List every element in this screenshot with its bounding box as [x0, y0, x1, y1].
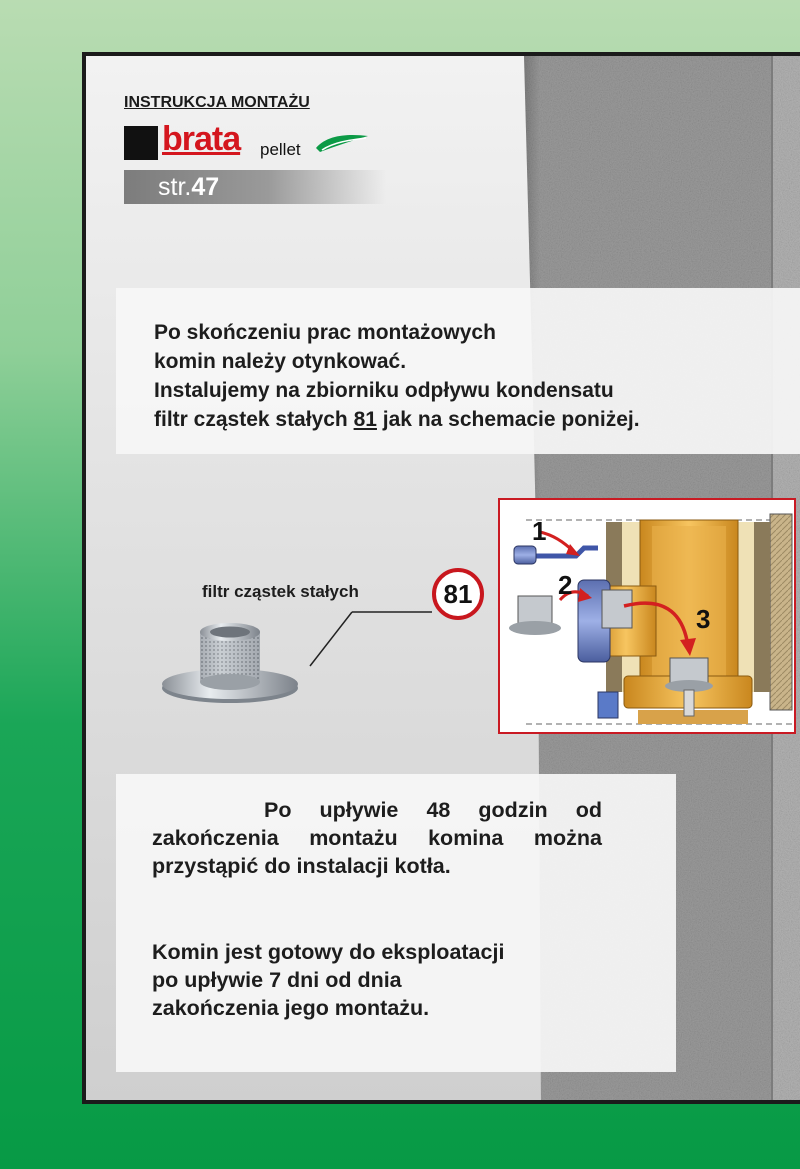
intro-line-4-start: filtr cząstek stałych	[154, 408, 354, 431]
intro-text	[154, 318, 794, 434]
intro-line-1: Po skończeniu prac montażowych	[154, 321, 496, 344]
intro-panel	[116, 288, 800, 454]
diagram-step-3: 3	[696, 604, 711, 634]
logo-block	[124, 126, 158, 160]
installation-diagram	[498, 498, 796, 734]
notes-line-3: zakończenia jego montażu.	[152, 996, 430, 1020]
instruction-page	[82, 52, 800, 1104]
intro-line-2: komin należy otynkować.	[154, 350, 407, 373]
page-number	[158, 173, 219, 202]
particle-filter-icon	[160, 596, 450, 706]
page-number-bar	[124, 170, 386, 204]
notes-paragraph-1: Po upływie 48 godzin od zakończenia montażu komina można przystąpić do instalacji kotła.	[152, 798, 602, 878]
notes-paragraph-2	[152, 938, 632, 1022]
header-title: INSTRUKCJA MONTAŻU	[124, 94, 310, 111]
notes-line-2: po upływie 7 dni od dnia	[152, 968, 402, 992]
diagram-step-2: 2	[558, 570, 573, 600]
intro-line-3: Instalujemy na zbiorniku odpływu kondensatu	[154, 379, 614, 402]
logo-brand-suffix: pellet	[260, 140, 301, 159]
page-prefix: str.	[158, 173, 192, 201]
page-number-value: 47	[191, 173, 220, 201]
diagram-step-1: 1	[532, 516, 547, 546]
filter-reference-number: 81	[353, 408, 377, 431]
brand-logo	[124, 120, 404, 160]
notes-panel	[116, 774, 676, 1072]
logo-brand-name: brata	[162, 120, 241, 158]
green-swoosh-icon	[314, 132, 370, 154]
filter-number-badge: 81	[432, 568, 484, 620]
notes-line-1: Komin jest gotowy do eksploatacji	[152, 940, 505, 964]
intro-line-4-end: jak na schemacie poniżej.	[376, 408, 640, 431]
filter-label: filtr cząstek stałych	[202, 582, 359, 601]
